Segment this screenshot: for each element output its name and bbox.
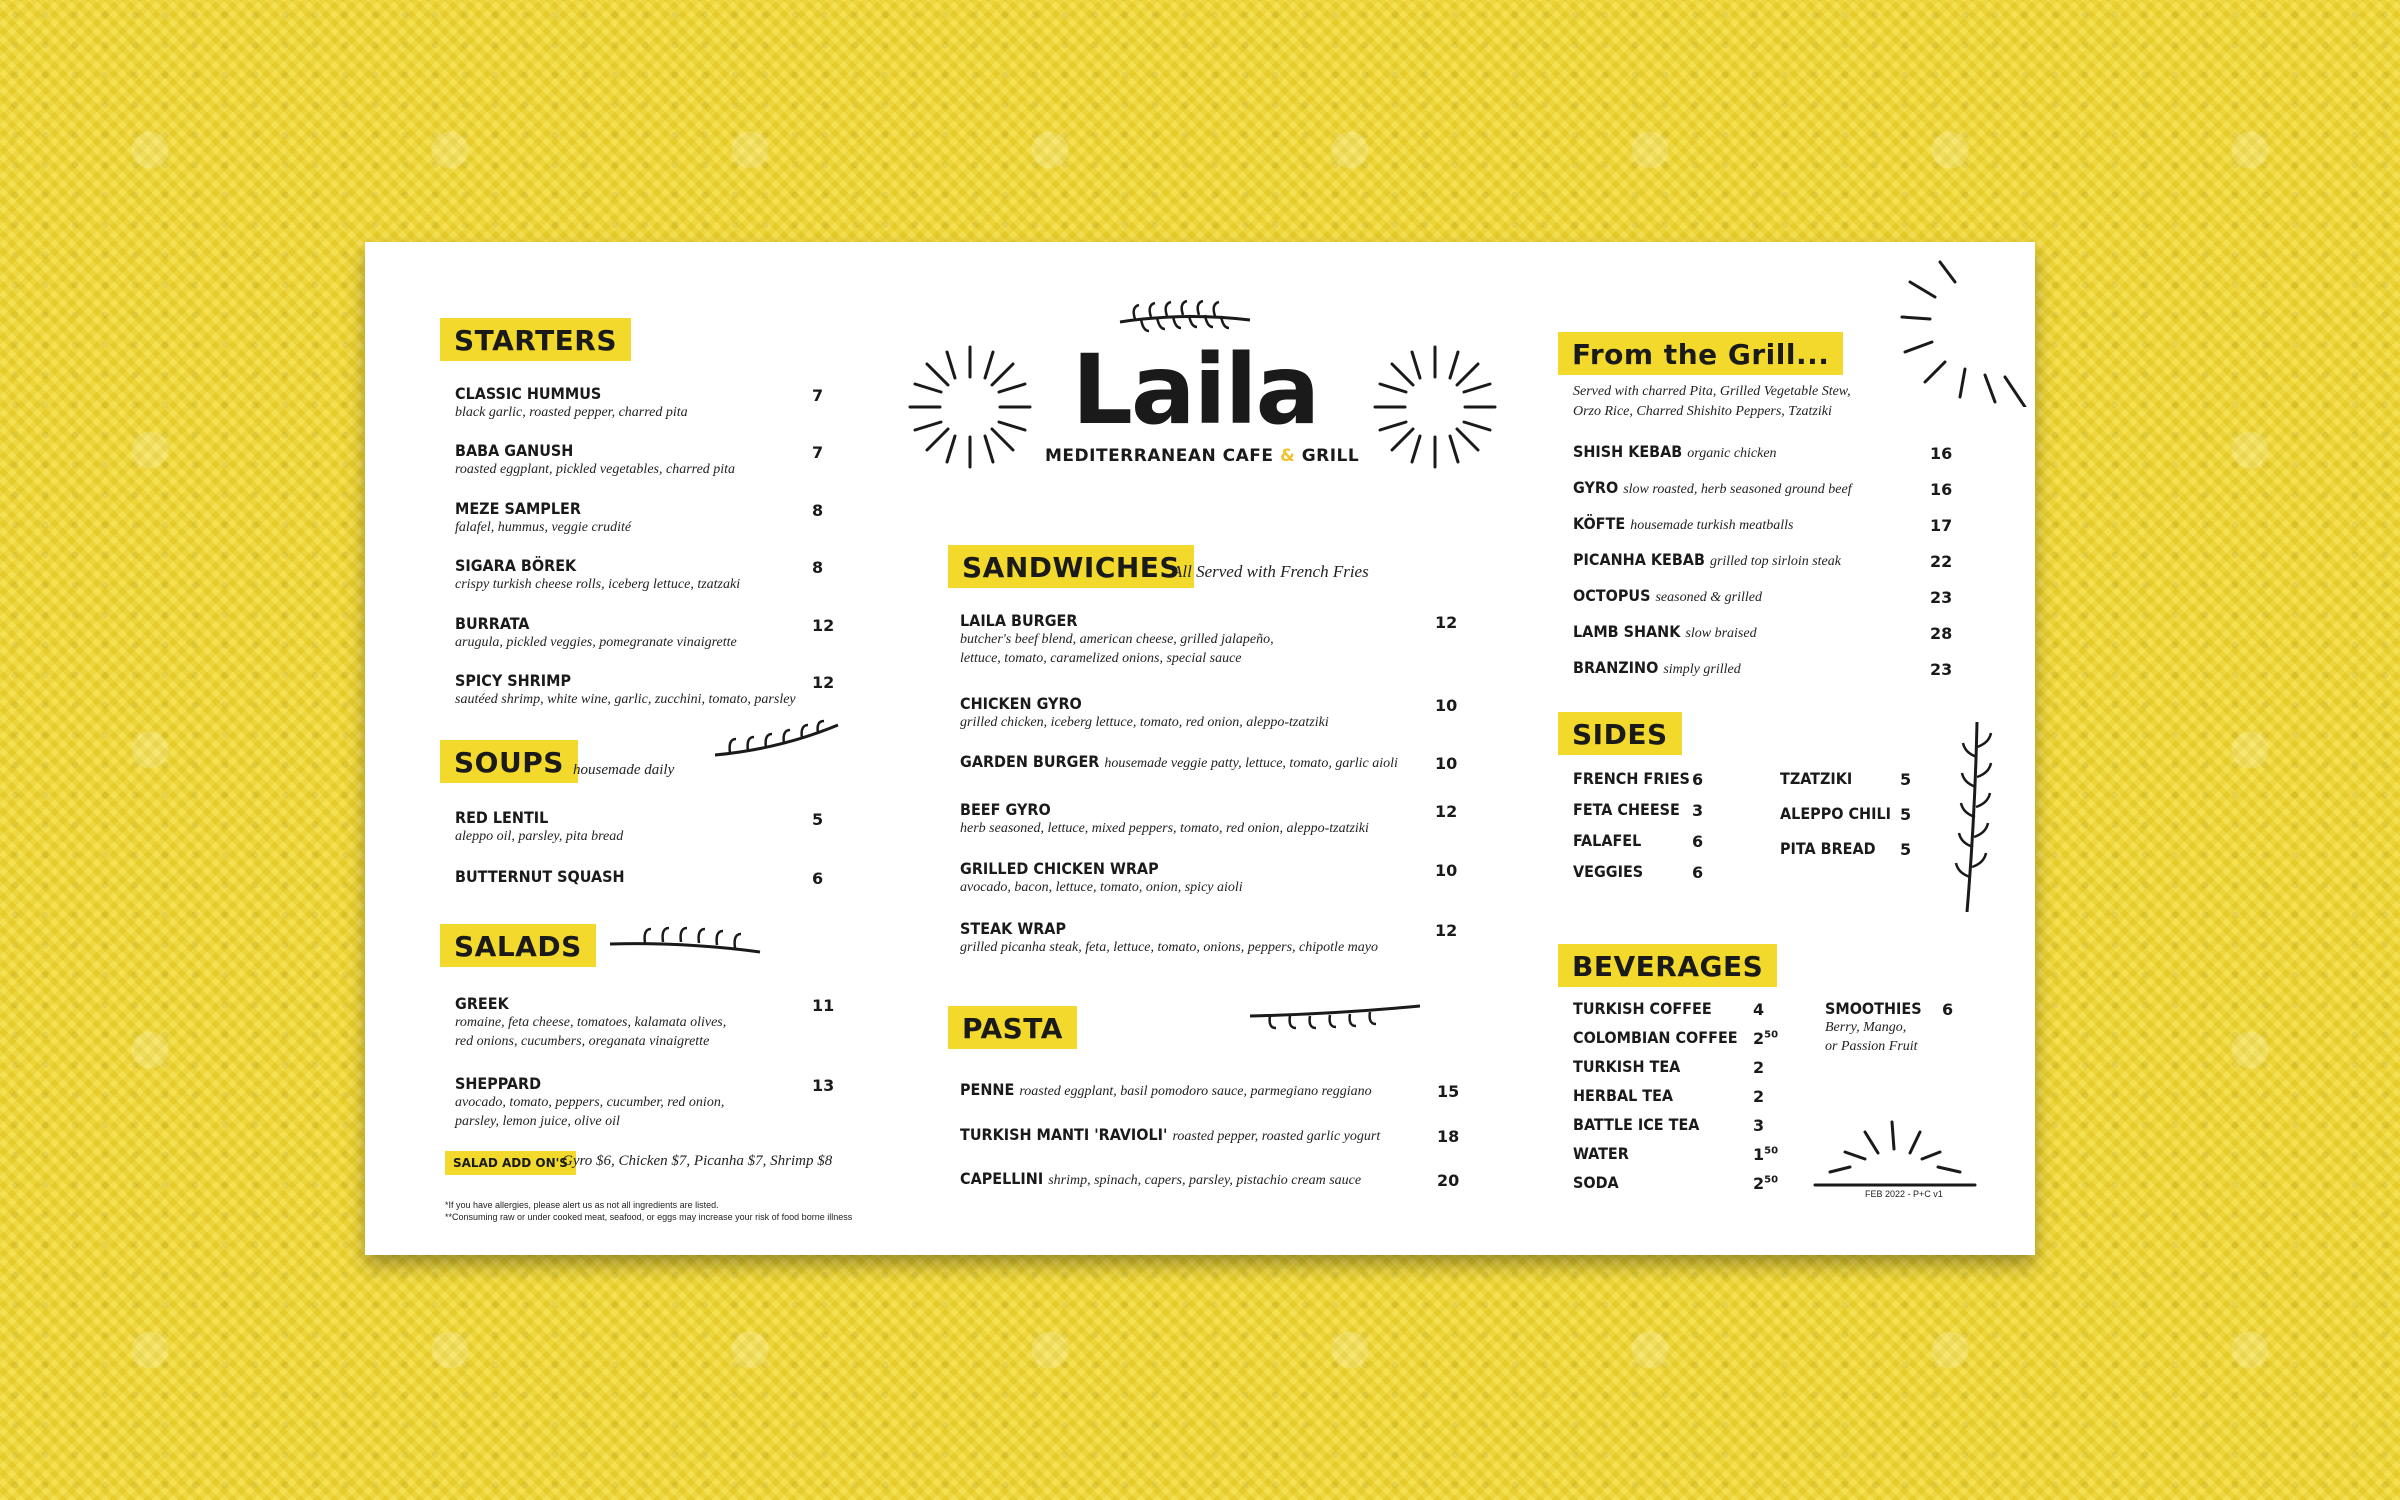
item-desc: butcher's beef blend, american cheese, grilled jalapeño, — [960, 632, 1274, 647]
salad-addon-badge: SALAD ADD ON'S — [445, 1151, 576, 1175]
item-desc: red onions, cucumbers, oreganata vinaigrette — [455, 1034, 710, 1049]
footnote-line: *If you have allergies, please alert us as not all ingredients are listed. — [445, 1200, 719, 1210]
item-price: 23 — [1930, 588, 1953, 607]
menu-item — [1573, 1028, 1738, 1047]
price-main: 3 — [1753, 1116, 1765, 1135]
menu-item — [1573, 1144, 1629, 1163]
item-desc: slow braised — [1685, 626, 1757, 641]
menu-item — [1780, 769, 1852, 788]
item-name: RED LENTIL — [455, 808, 549, 827]
item-name: CAPELLINI — [960, 1169, 1044, 1188]
item-name: HERBAL TEA — [1573, 1086, 1674, 1105]
price-main: 1 — [1753, 1145, 1765, 1164]
menu-item — [1573, 999, 1712, 1018]
sunburst-icon — [1810, 1117, 1980, 1197]
item-name: ALEPPO CHILI — [1780, 804, 1891, 823]
item-price: 5 — [1900, 840, 1912, 859]
menu-item — [1573, 1086, 1673, 1105]
item-price: 10 — [1435, 861, 1458, 880]
menu-item — [1573, 1173, 1619, 1192]
item-name: SHISH KEBAB — [1573, 442, 1683, 461]
item-price: 5 — [1900, 805, 1912, 824]
tagline-part: GRILL — [1301, 446, 1360, 466]
item-name: FALAFEL — [1573, 831, 1642, 850]
tagline-ampersand: & — [1279, 446, 1296, 466]
item-desc: romaine, feta cheese, tomatoes, kalamata olives, — [455, 1015, 727, 1030]
item-name: SODA — [1573, 1173, 1619, 1192]
menu-item — [1573, 800, 1680, 819]
price-main: 2 — [1753, 1174, 1765, 1193]
item-desc: arugula, pickled veggies, pomegranate vinaigrette — [455, 635, 737, 650]
item-price — [1753, 1087, 1764, 1106]
laurel-sprig-icon — [1947, 717, 2007, 917]
pasta-heading: PASTA — [948, 1006, 1077, 1049]
menu-item — [455, 808, 623, 846]
menu-item — [1573, 622, 1757, 642]
item-desc: housemade turkish meatballs — [1630, 518, 1794, 533]
item-name: GRILLED CHICKEN WRAP — [960, 859, 1159, 878]
price-main: 2 — [1753, 1087, 1765, 1106]
tagline-part: MEDITERRANEAN CAFE — [1045, 446, 1274, 466]
item-price: 6 — [812, 869, 824, 888]
item-name: TZATZIKI — [1780, 769, 1853, 788]
item-name: GYRO — [1573, 478, 1619, 497]
item-desc: shrimp, spinach, capers, parsley, pistachio cream sauce — [1048, 1173, 1362, 1188]
item-price: 5 — [812, 810, 824, 829]
item-price — [1753, 1029, 1778, 1048]
footnote-line: **Consuming raw or under cooked meat, seafood, or eggs may increase your risk of food borne illness — [445, 1212, 853, 1222]
grill-note-line: Orzo Rice, Charred Shishito Peppers, Tzatziki — [1573, 404, 1832, 419]
item-desc: avocado, bacon, lettuce, tomato, onion, spicy aioli — [960, 880, 1243, 895]
item-price: 22 — [1930, 552, 1953, 571]
item-price — [1753, 1058, 1764, 1077]
menu-item — [960, 1169, 1361, 1189]
item-desc: simply grilled — [1663, 662, 1741, 677]
item-price: 20 — [1437, 1171, 1460, 1190]
sunburst-icon — [1900, 257, 2030, 407]
menu-item — [960, 1080, 1372, 1100]
menu-item — [455, 994, 726, 1051]
item-desc: aleppo oil, parsley, pita bread — [455, 829, 624, 844]
version-label: FEB 2022 - P+C v1 — [1865, 1189, 1943, 1199]
sunburst-icon — [905, 342, 1035, 472]
menu-item — [455, 441, 735, 479]
item-price: 15 — [1437, 1082, 1460, 1101]
item-price: 10 — [1435, 754, 1458, 773]
menu-item — [1780, 804, 1891, 823]
sandwiches-note: All Served with French Fries — [1172, 562, 1369, 581]
menu-item — [960, 694, 1329, 732]
salads-heading: SALADS — [440, 924, 596, 967]
menu-item — [960, 1125, 1380, 1145]
item-price: 6 — [1692, 770, 1704, 789]
item-price: 7 — [812, 443, 824, 462]
menu-item — [1573, 514, 1794, 534]
item-name: PITA BREAD — [1780, 839, 1876, 858]
soups-note: housemade daily — [573, 762, 675, 778]
menu-item — [1573, 1057, 1680, 1076]
menu-item — [960, 919, 1378, 957]
item-desc: herb seasoned, lettuce, mixed peppers, tomato, red onion, aleppo-tzatziki — [960, 821, 1369, 836]
price-main: 2 — [1753, 1029, 1765, 1048]
item-price — [1753, 1145, 1778, 1164]
item-name: GARDEN BURGER — [960, 752, 1100, 771]
item-desc: grilled picanha steak, feta, lettuce, tomato, onions, peppers, chipotle mayo — [960, 940, 1378, 955]
item-name: BURRATA — [455, 614, 530, 633]
grill-note — [1573, 382, 1851, 422]
item-name: PENNE — [960, 1080, 1015, 1099]
menu-item — [455, 556, 740, 594]
starters-heading: STARTERS — [440, 318, 631, 361]
item-desc: parsley, lemon juice, olive oil — [455, 1114, 620, 1129]
laurel-sprig-icon — [1245, 992, 1425, 1032]
item-name: KÖFTE — [1573, 514, 1626, 533]
item-name: CHICKEN GYRO — [960, 694, 1082, 713]
beverages-heading: BEVERAGES — [1558, 944, 1777, 987]
price-main: 2 — [1753, 1058, 1765, 1077]
menu-item — [1573, 831, 1641, 850]
sides-heading: SIDES — [1558, 712, 1682, 755]
menu-item — [1573, 1115, 1699, 1134]
item-name: SIGARA BÖREK — [455, 556, 577, 575]
item-name: OCTOPUS — [1573, 586, 1651, 605]
item-name: TURKISH COFFEE — [1573, 999, 1712, 1018]
item-desc: housemade veggie patty, lettuce, tomato, garlic aioli — [1104, 756, 1398, 771]
menu-item — [455, 614, 737, 652]
menu-item — [1780, 839, 1876, 858]
item-desc: grilled chicken, iceberg lettuce, tomato, red onion, aleppo-tzatziki — [960, 715, 1329, 730]
item-name: GREEK — [455, 994, 509, 1013]
item-price — [1753, 1000, 1764, 1019]
item-desc: crispy turkish cheese rolls, iceberg lettuce, tzatzaki — [455, 577, 741, 592]
price-cents: 50 — [1764, 1145, 1779, 1157]
item-name: FRENCH FRIES — [1573, 769, 1690, 788]
item-name: FETA CHEESE — [1573, 800, 1680, 819]
price-cents: 50 — [1764, 1029, 1779, 1041]
menu-item — [1573, 586, 1762, 606]
item-desc: slow roasted, herb seasoned ground beef — [1623, 482, 1852, 497]
item-name: PICANHA KEBAB — [1573, 550, 1705, 569]
item-price: 17 — [1930, 516, 1953, 535]
item-name: SMOOTHIES — [1825, 999, 1922, 1018]
item-desc: roasted eggplant, pickled vegetables, charred pita — [455, 462, 736, 477]
menu-item — [960, 611, 1274, 668]
menu-item — [455, 671, 796, 709]
item-price: 7 — [812, 386, 824, 405]
item-name: VEGGIES — [1573, 862, 1644, 881]
menu-item — [455, 1074, 724, 1131]
sunburst-icon — [1370, 342, 1500, 472]
grill-heading: From the Grill... — [1558, 332, 1843, 375]
menu-item — [455, 867, 625, 886]
item-price: 12 — [1435, 802, 1458, 821]
item-price: 12 — [1435, 613, 1458, 632]
item-price: 6 — [1942, 1000, 1954, 1019]
menu-item — [1573, 769, 1690, 788]
item-name: BUTTERNUT SQUASH — [455, 867, 625, 886]
menu-item — [1825, 999, 1922, 1056]
menu-item — [1573, 862, 1643, 881]
item-name: LAILA BURGER — [960, 611, 1078, 630]
menu-item — [1573, 550, 1841, 570]
item-name: SPICY SHRIMP — [455, 671, 571, 690]
item-desc: sautéed shrimp, white wine, garlic, zucchini, tomato, parsley — [455, 692, 796, 707]
soups-heading: SOUPS — [440, 740, 578, 783]
item-price: 10 — [1435, 696, 1458, 715]
menu-item — [1573, 478, 1852, 498]
item-price: 12 — [812, 616, 835, 635]
menu-item — [1573, 658, 1741, 678]
price-cents: 50 — [1764, 1174, 1779, 1186]
item-name: BRANZINO — [1573, 658, 1659, 677]
menu-item — [455, 499, 631, 537]
item-name: MEZE SAMPLER — [455, 499, 581, 518]
restaurant-logo — [1045, 334, 1360, 466]
item-desc: roasted eggplant, basil pomodoro sauce, parmegiano reggiano — [1019, 1084, 1372, 1099]
item-price: 13 — [812, 1076, 835, 1095]
item-name: COLOMBIAN COFFEE — [1573, 1028, 1738, 1047]
restaurant-name: Laila — [1071, 334, 1319, 446]
item-desc: grilled top sirloin steak — [1709, 554, 1841, 569]
item-price: 23 — [1930, 660, 1953, 679]
menu-item — [1573, 442, 1777, 462]
item-price — [1753, 1174, 1778, 1193]
laurel-sprig-icon — [605, 922, 765, 962]
menu-item — [960, 859, 1243, 897]
item-desc: lettuce, tomato, caramelized onions, special sauce — [960, 651, 1242, 666]
item-price: 5 — [1900, 770, 1912, 789]
item-desc: falafel, hummus, veggie crudité — [455, 520, 632, 535]
item-desc: organic chicken — [1687, 446, 1777, 461]
item-desc: black garlic, roasted pepper, charred pita — [455, 405, 688, 420]
item-desc: or Passion Fruit — [1825, 1039, 1918, 1054]
footnote — [445, 1199, 852, 1223]
restaurant-tagline — [1045, 446, 1360, 466]
item-name: TURKISH MANTI 'RAVIOLI' — [960, 1125, 1168, 1144]
item-price: 6 — [1692, 863, 1704, 882]
item-name: WATER — [1573, 1144, 1629, 1163]
item-price: 18 — [1437, 1127, 1460, 1146]
item-price: 3 — [1692, 801, 1704, 820]
item-name: LAMB SHANK — [1573, 622, 1681, 641]
sandwiches-heading: SANDWICHES — [948, 545, 1194, 588]
item-price: 12 — [812, 673, 835, 692]
item-name: BABA GANUSH — [455, 441, 574, 460]
laurel-sprig-icon — [710, 717, 845, 767]
item-desc: Berry, Mango, — [1825, 1020, 1907, 1035]
item-name: CLASSIC HUMMUS — [455, 384, 602, 403]
menu-item — [960, 800, 1369, 838]
menu-card — [365, 242, 2035, 1255]
item-desc: roasted pepper, roasted garlic yogurt — [1172, 1129, 1381, 1144]
item-name: BATTLE ICE TEA — [1573, 1115, 1700, 1134]
item-price: 11 — [812, 996, 835, 1015]
item-price — [1753, 1116, 1764, 1135]
item-price: 8 — [812, 558, 824, 577]
item-price: 12 — [1435, 921, 1458, 940]
item-price: 28 — [1930, 624, 1953, 643]
item-name: SHEPPARD — [455, 1074, 542, 1093]
menu-item — [455, 384, 688, 422]
item-name: STEAK WRAP — [960, 919, 1066, 938]
price-main: 4 — [1753, 1000, 1765, 1019]
item-price: 16 — [1930, 444, 1953, 463]
item-name: TURKISH TEA — [1573, 1057, 1681, 1076]
item-desc: seasoned & grilled — [1655, 590, 1763, 605]
salad-addon-text: Gyro $6, Chicken $7, Picanha $7, Shrimp $8 — [562, 1153, 833, 1169]
item-desc: avocado, tomato, peppers, cucumber, red onion, — [455, 1095, 725, 1110]
item-name: BEEF GYRO — [960, 800, 1051, 819]
menu-item — [960, 752, 1398, 772]
grill-note-line: Served with charred Pita, Grilled Vegetable Stew, — [1573, 384, 1851, 399]
item-price: 6 — [1692, 832, 1704, 851]
item-price: 8 — [812, 501, 824, 520]
item-price: 16 — [1930, 480, 1953, 499]
